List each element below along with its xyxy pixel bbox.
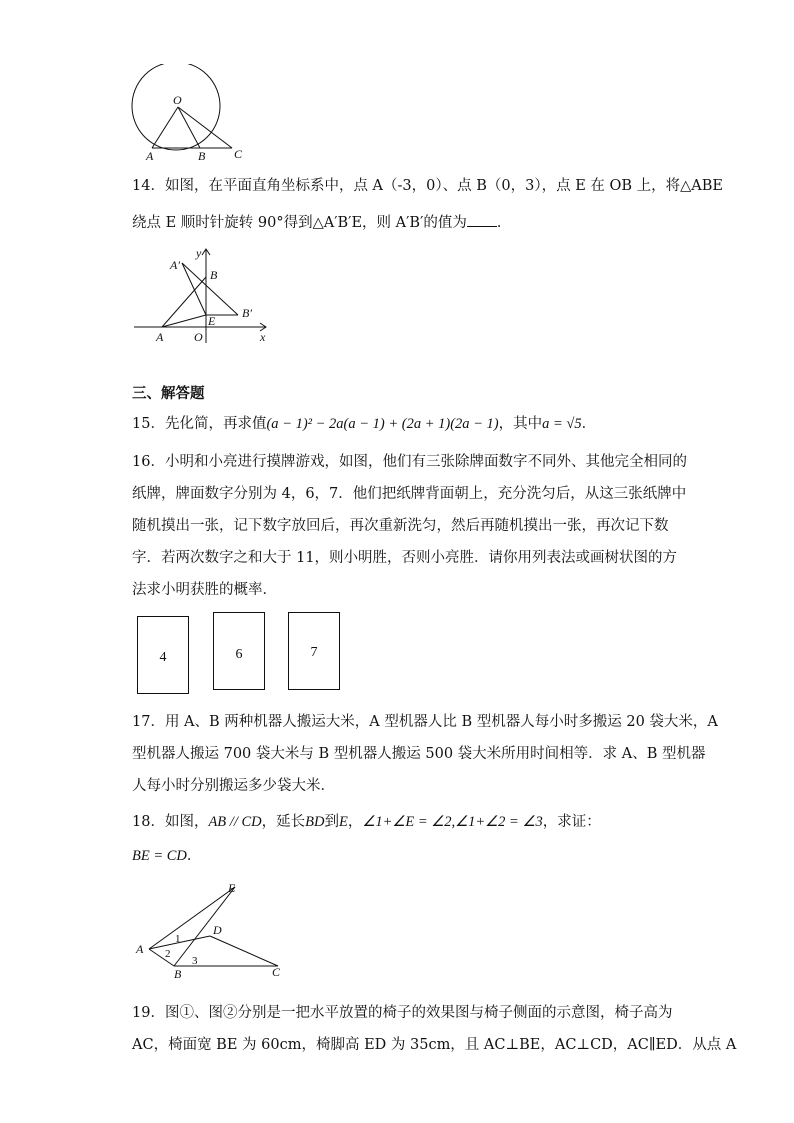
label-c: C xyxy=(272,965,281,979)
coordinate-figure xyxy=(128,245,278,345)
angle-1: 1 xyxy=(175,933,181,945)
triangle-figure xyxy=(132,876,292,982)
segment-oc xyxy=(178,107,232,148)
q17-line-3: 人每小时分别搬运多少袋大米． xyxy=(132,778,335,794)
label-b-prime: B′ xyxy=(242,306,252,320)
label-a: A xyxy=(156,330,164,344)
answer-blank[interactable] xyxy=(467,212,497,227)
q17-line-1: 17．用 A、B 两种机器人搬运大米，A 型机器人比 B 型机器人每小时多搬运 20 袋大米，A xyxy=(132,714,718,730)
label-y: y xyxy=(196,246,202,260)
label-a: A xyxy=(146,149,154,163)
segment-a1e xyxy=(182,263,206,315)
q16-line-4: 字．若两次数字之和大于 11，则小明胜，否则小亮胜．请你用列表法或画树状图的方 xyxy=(132,550,678,566)
label-o: O xyxy=(194,330,203,344)
q19-line-1: 19．图①、图②分别是一把水平放置的椅子的效果图与椅子侧面的示意图，椅子高为 xyxy=(132,1005,673,1021)
label-o: O xyxy=(173,93,182,107)
segment-ab xyxy=(162,277,206,327)
segment-ob xyxy=(178,107,200,148)
card-4-value: 4 xyxy=(159,650,167,665)
segment-ae xyxy=(162,315,206,327)
q14-line2 xyxy=(132,212,692,233)
q18-comma: ， xyxy=(347,814,363,830)
section-heading: 三、解答题 xyxy=(132,385,205,402)
segment-oa xyxy=(152,107,178,148)
label-a-prime: A′ xyxy=(170,258,180,272)
q18-line-1 xyxy=(132,812,692,832)
circle-o xyxy=(132,64,220,150)
q18-point: E xyxy=(338,814,348,830)
card-6-value: 6 xyxy=(235,647,243,662)
q14-line2-text: 绕点 E 顺时针旋转 90°得到△A′B′E，则 A′B′的值为 xyxy=(132,215,467,231)
label-e: E xyxy=(228,881,236,895)
q15-expression: (a − 1)² − 2a(a − 1) + (2a + 1)(2a − 1) xyxy=(266,416,499,432)
q15-line xyxy=(132,414,692,434)
q16-line-5: 法求小明获胜的概率． xyxy=(132,582,277,598)
q18-goal: BE = CD xyxy=(132,848,187,864)
q16-line-1: 16．小明和小亮进行摸牌游戏，如图，他们有三张除牌面数字不同外、其他完全相同的 xyxy=(132,454,687,470)
q16-line-3: 随机摸出一张，记下数字放回后，再次重新洗匀，然后再随机摸出一张，再次记下数 xyxy=(132,518,669,534)
label-d: D xyxy=(213,923,222,937)
q18-parallel: AB // CD xyxy=(208,814,262,830)
q18-end: ，求证： xyxy=(542,814,601,830)
q18-line-2 xyxy=(132,846,692,866)
segment-be xyxy=(174,887,235,966)
circle-figure xyxy=(128,64,258,164)
q14-line1: 14．如图，在平面直角坐标系中，点 A（-3，0）、点 B（0，3），点 E 在 OB 上，将△ABE xyxy=(132,178,724,194)
label-e: E xyxy=(208,314,216,328)
q18-line2-end: ． xyxy=(186,848,202,864)
q18-to: 到 xyxy=(324,814,339,830)
angle-3: 3 xyxy=(192,955,198,967)
q19-line-2: AC，椅面宽 BE 为 60cm，椅脚高 ED 为 35cm，且 AC⊥BE，AC⊥CD，AC∥ED．从点 A xyxy=(132,1037,737,1053)
q15-end: ． xyxy=(581,416,597,432)
label-c: C xyxy=(234,147,243,161)
label-b: B xyxy=(174,967,182,981)
q14-line2-end: ． xyxy=(496,215,512,231)
q18-prefix: 18．如图， xyxy=(132,814,209,830)
card-7-value: 7 xyxy=(310,645,318,660)
segment-dc xyxy=(210,936,278,966)
label-b: B xyxy=(198,149,206,163)
q18-mid: ，延长 xyxy=(261,814,306,830)
card-7 xyxy=(288,612,340,690)
q17-line-2: 型机器人搬运 700 袋大米与 B 型机器人搬运 500 袋大米所用时间相等．求 A、B 型机器 xyxy=(132,746,706,762)
q18-angles: ∠1+∠E = ∠2,∠1+∠2 = ∠3 xyxy=(362,814,543,830)
q15-condition: a = √5 xyxy=(542,416,582,432)
label-a: A xyxy=(136,942,144,956)
label-x: x xyxy=(260,330,266,344)
q15-prefix: 15．先化简，再求值 xyxy=(132,416,267,432)
card-6 xyxy=(213,612,265,690)
label-b: B xyxy=(210,268,218,282)
q18-segment: BD xyxy=(305,814,325,830)
angle-2: 2 xyxy=(165,948,171,960)
card-4 xyxy=(137,616,189,694)
q15-mid: ，其中 xyxy=(498,416,543,432)
q16-line-2: 纸牌，牌面数字分别为 4，6，7．他们把纸牌背面朝上，充分洗匀后，从这三张纸牌中 xyxy=(132,486,687,502)
